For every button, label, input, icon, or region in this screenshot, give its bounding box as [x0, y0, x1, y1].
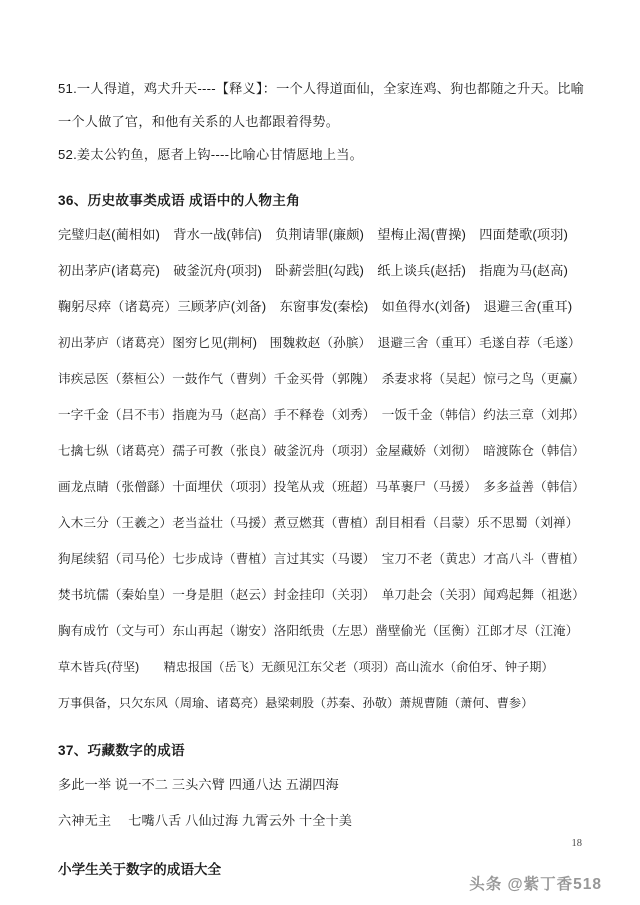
section-37-row: 多此一举 说一不二 三头六臂 四通八达 五湖四海 — [58, 777, 339, 792]
section-36-row: 入木三分（王羲之）老当益壮（马援）煮豆燃萁（曹植）刮目相看（吕蒙）乐不思蜀（刘禅） — [58, 516, 579, 530]
section-37-row: 六神无主 七嘴八舌 八仙过海 九霄云外 十全十美 — [58, 813, 353, 828]
section-36-row: 鞠躬尽瘁（诸葛亮）三顾茅庐(刘备) 东窗事发(秦桧) 如鱼得水(刘备) 退避三舍(重耳) — [58, 299, 573, 314]
section-36-row: 完璧归赵(蔺相如) 背水一战(韩信) 负荆请罪(廉颇) 望梅止渴(曹操) 四面楚歌(项羽) — [58, 227, 568, 242]
section-36-row: 画龙点睛（张僧繇）十面埋伏（项羽）投笔从戎（班超）马革裹尸（马援） 多多益善（韩信） — [58, 480, 585, 494]
section-36-row: 初出茅庐（诸葛亮）图穷匕见(荆柯) 围魏救赵（孙膑） 退避三舍（重耳）毛遂自荐（毛遂） — [58, 336, 581, 350]
section-36-row: 万事俱备，只欠东风（周瑜、诸葛亮）悬梁刺股（苏秦、孙敬）萧规曹随（萧何、曹参） — [58, 696, 534, 710]
section-36-row: 初出茅庐(诸葛亮) 破釜沉舟(项羽) 卧薪尝胆(勾践) 纸上谈兵(赵括) 指鹿为马(赵高) — [58, 263, 568, 278]
section-36-row: 一字千金（吕不韦）指鹿为马（赵高）手不释卷（刘秀） 一饭千金（韩信）约法三章（刘邦） — [58, 408, 585, 422]
intro-line-51-continued: 一个人做了官，和他有关系的人也都跟着得势。 — [58, 114, 340, 129]
section-37-footer-heading: 小学生关于数字的成语大全 — [58, 862, 222, 877]
section-36-row: 草木皆兵(苻坚) 精忠报国（岳飞）无颜见江东父老（项羽）高山流水（俞伯牙、钟子期） — [58, 660, 554, 674]
section-36-row: 七擒七纵（诸葛亮）孺子可教（张良）破釜沉舟（项羽）金屋藏娇（刘彻） 暗渡陈仓（韩信） — [58, 444, 585, 458]
section-37-heading: 37、巧藏数字的成语 — [58, 743, 185, 758]
section-36-row: 焚书坑儒（秦始皇）一身是胆（赵云）封金挂印（关羽） 单刀赴会（关羽）闻鸡起舞（祖逖） — [58, 588, 585, 602]
intro-line-51: 51.一人得道，鸡犬升天----【释义】：一个人得道面仙，全家连鸡、狗也都随之升天。比喻 — [58, 81, 585, 96]
watermark: 头条 @紫丁香518 — [469, 876, 602, 893]
section-36-row: 胸有成竹（文与可）东山再起（谢安）洛阳纸贵（左思）凿壁偷光（匡衡）江郎才尽（江淹） — [58, 624, 579, 638]
section-36-heading: 36、历史故事类成语 成语中的人物主角 — [58, 193, 301, 208]
page-number: 18 — [571, 838, 582, 849]
section-36-row: 讳疾忌医（蔡桓公）一鼓作气（曹刿）千金买骨（郭隗） 杀妻求将（吴起）惊弓之鸟（更赢） — [58, 372, 585, 386]
section-36-row: 狗尾续貂（司马伦）七步成诗（曹植）言过其实（马谡） 宝刀不老（黄忠）才高八斗（曹植） — [58, 552, 585, 566]
intro-line-52: 52.姜太公钓鱼，愿者上钩----比喻心甘情愿地上当。 — [58, 147, 364, 162]
